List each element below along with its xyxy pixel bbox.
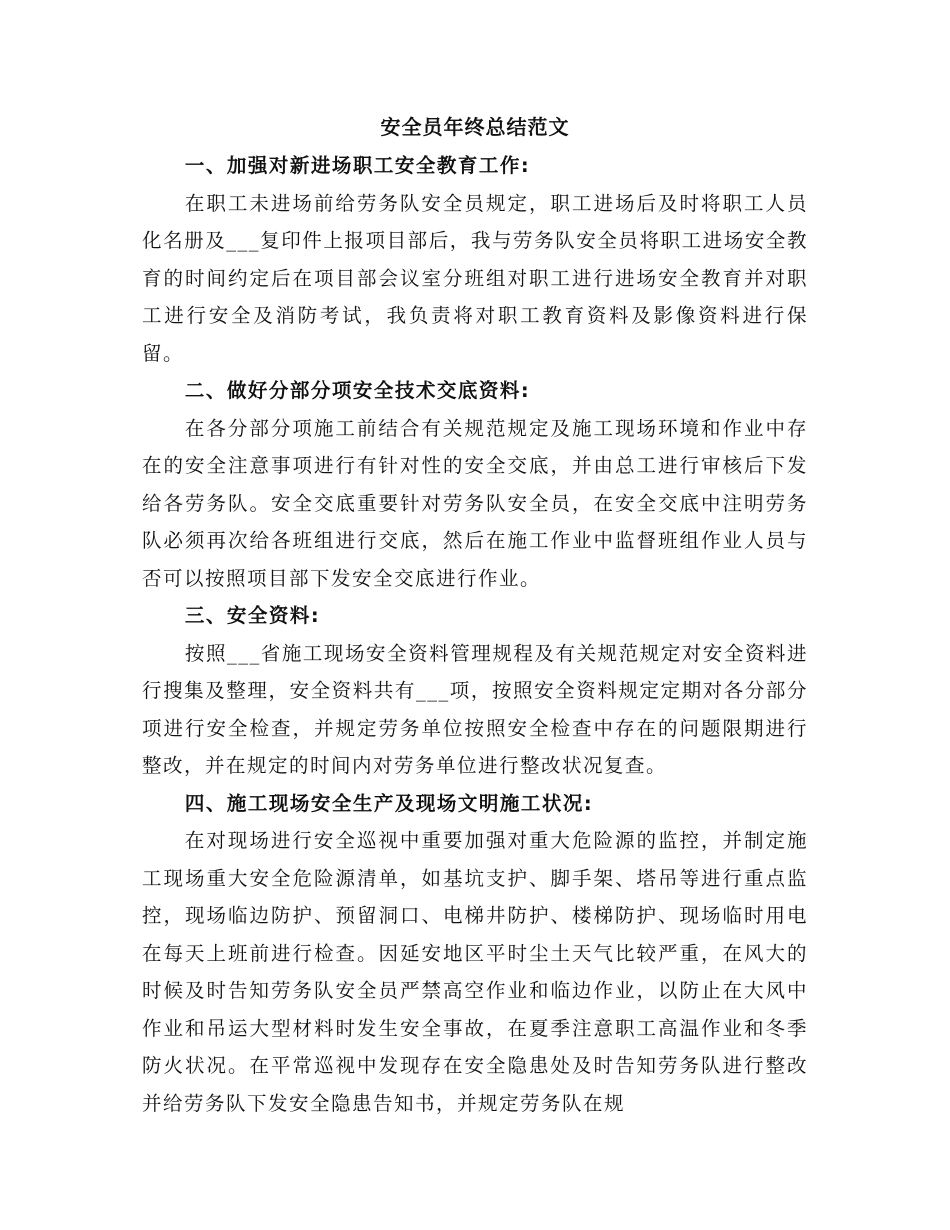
section-heading-2: 二、做好分部分项安全技术交底资料: — [184, 379, 531, 402]
section-heading-1: 一、加强对新进场职工安全教育工作: — [184, 154, 531, 177]
document-title: 安全员年终总结范文 — [380, 115, 570, 139]
section-paragraph-3: 按照___省施工现场安全资料管理规程及有关规范规定对安全资料进行搜集及整理，安全资料共有___项，按照安全资料规定定期对各分部分项进行安全检查，并规定劳务单位按照安全检查中存在的问题限期进行整改，并在规定的时间内对劳务单位进行整改状况复查。 — [142, 641, 808, 777]
section-heading-4: 四、施工现场安全生产及现场文明施工状况: — [184, 791, 594, 815]
section-paragraph-1: 在职工未进场前给劳务队安全员规定，职工进场后及时将职工人员化名册及___复印件上报项目部后，我与劳务队安全员将职工进场安全教育的时间约定后在项目部会议室分班组对职工进行进场安全教育并对职工进行安全及消防考试，我负责将对职工教育资料及影像资料进行保留。 — [142, 191, 808, 365]
section-heading-3: 三、安全资料: — [184, 604, 321, 627]
document-body — [142, 147, 808, 1122]
section-paragraph-4: 在对现场进行安全巡视中重要加强对重大危险源的监控，并制定施工现场重大安全危险源清单，如基坑支护、脚手架、塔吊等进行重点监控，现场临边防护、预留洞口、电梯井防护、楼梯防护、现场临时用电在每天上班前进行检查。因延安地区平时尘土天气比较严重，在风大的时候及时告知劳务队安全员严禁高空作业和临边作业，以防止在大风中作业和吊运大型材料时发生安全事故，在夏季注意职工高温作业和冬季防火状况。在平常巡视中发现存在安全隐患处及时告知劳务队进行整改并给劳务队下发安全隐患告知书，并规定劳务队在规 — [142, 829, 808, 1115]
section-paragraph-2: 在各分部分项施工前结合有关规范规定及施工现场环境和作业中存在的安全注意事项进行有针对性的安全交底，并由总工进行审核后下发给各劳务队。安全交底重要针对劳务队安全员，在安全交底中注明劳务队必须再次给各班组进行交底，然后在施工作业中监督班组作业人员与否可以按照项目部下发安全交底进行作业。 — [142, 416, 808, 590]
